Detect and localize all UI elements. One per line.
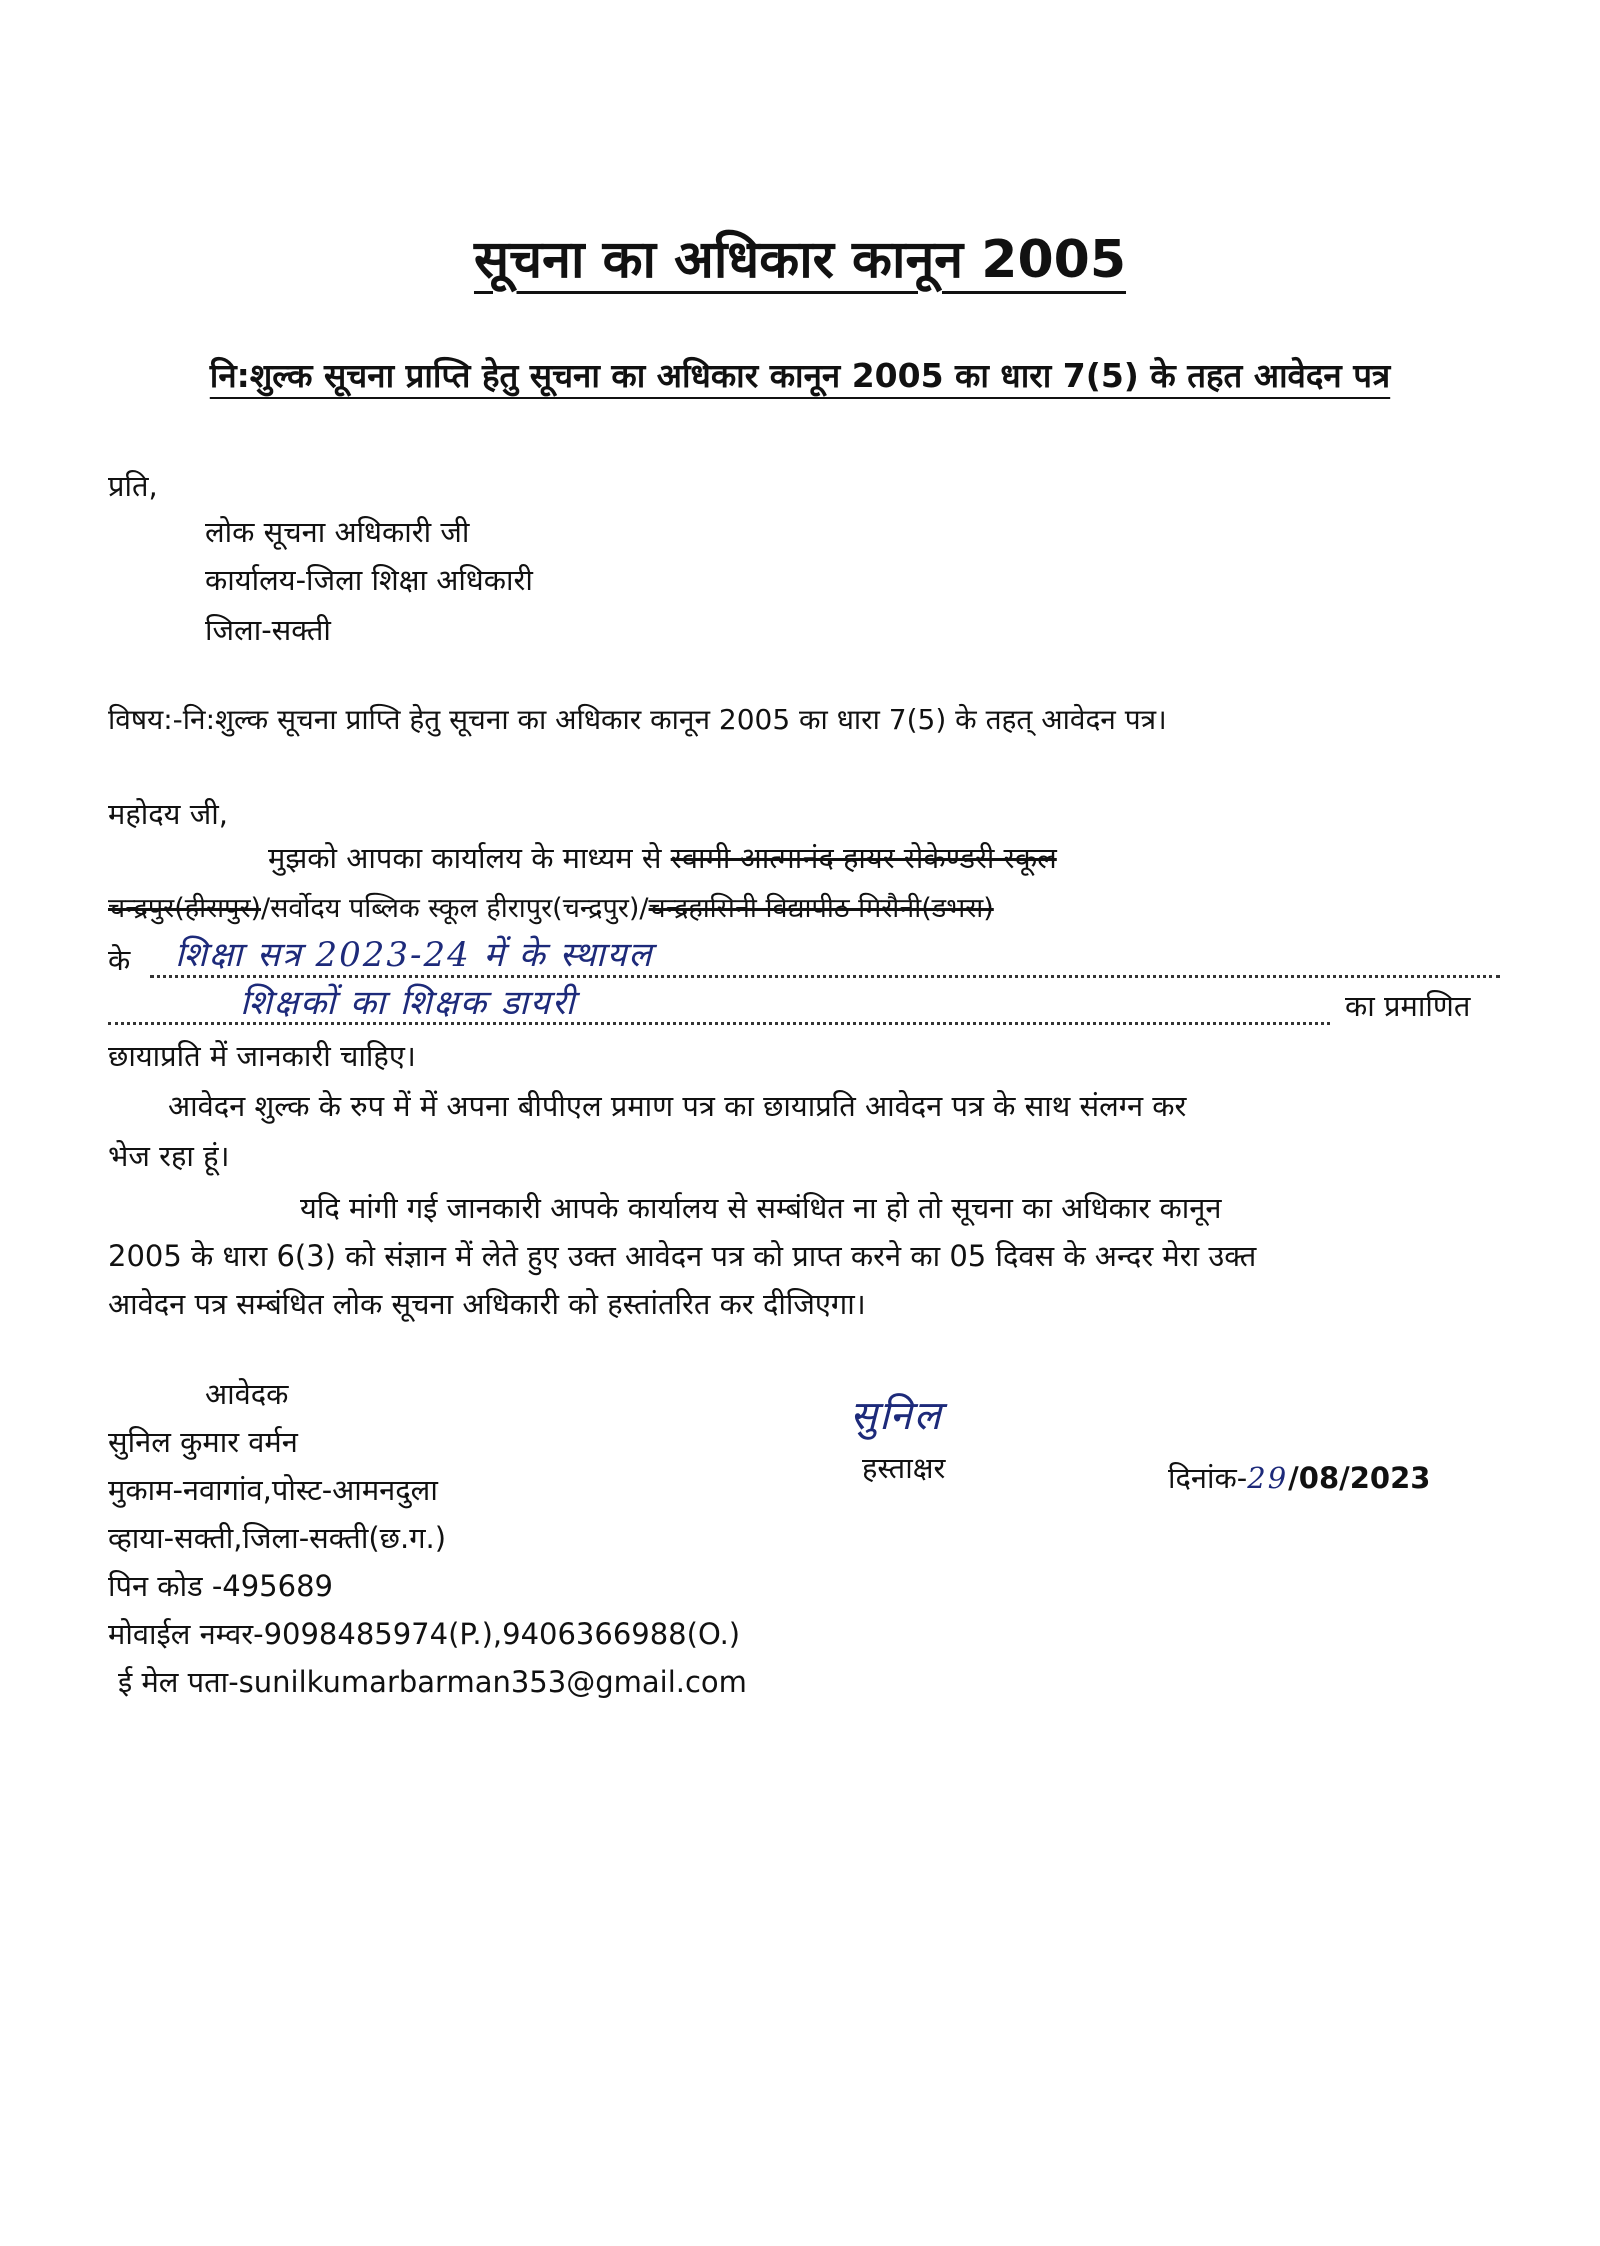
applicant-name: सुनिल कुमार वर्मन	[108, 1425, 298, 1459]
applicant-label: आवेदक	[205, 1377, 289, 1411]
struck-school-2: चन्द्रपुर(हीरापुर)	[108, 893, 262, 924]
body-text: मुझको आपका कार्यालय के माध्यम से	[268, 841, 671, 875]
body-para-2-line-2: भेज रहा हूं।	[108, 1139, 230, 1173]
applicant-address-1: मुकाम-नवागांव,पोस्ट-आमनदुला	[108, 1473, 438, 1507]
handwritten-entry-1: शिक्षा सत्र 2023-24 में के स्थायल	[175, 935, 654, 975]
date-handwritten-day: 29	[1247, 1461, 1289, 1495]
applicant-pin: पिन कोड -495689	[108, 1569, 333, 1603]
body-para-1-line-2	[108, 888, 994, 925]
handwritten-signature: सुनिल	[850, 1393, 943, 1439]
signature-label: हस्ताक्षर	[862, 1451, 946, 1485]
body-para-1-line-1	[268, 838, 1057, 877]
recipient-prati: प्रति,	[108, 469, 158, 503]
selected-school: /सर्वोदय पब्लिक स्कूल हीरापुर(चन्द्रपुर)/	[261, 893, 649, 924]
date-line	[1168, 1458, 1430, 1497]
subject-line: विषय:-नि:शुल्क सूचना प्राप्ति हेतु सूचना का अधिकार कानून 2005 का धारा 7(5) के तहत् आवेदन पत्र।	[108, 703, 1167, 736]
applicant-email: ई मेल पता-sunilkumarbarman353@gmail.com	[118, 1665, 747, 1699]
body-para-2-line-1: आवेदन शुल्क के रुप में में अपना बीपीएल प्रमाण पत्र का छायाप्रति आवेदन पत्र के साथ संलग्न कर	[168, 1089, 1187, 1123]
salutation: महोदय जी,	[108, 797, 228, 831]
body-para-3-line-1: यदि मांगी गई जानकारी आपके कार्यालय से सम्बंधित ना हो तो सूचना का अधिकार कानून	[300, 1191, 1222, 1225]
applicant-mobile: मोवाईल नम्वर-9098485974(P.),9406366988(O.)	[108, 1617, 741, 1651]
document-subtitle: नि:शुल्क सूचना प्राप्ति हेतु सूचना का अधिकार कानून 2005 का धारा 7(5) के तहत आवेदन पत्र	[209, 356, 1391, 395]
recipient-line-1: लोक सूचना अधिकारी जी	[205, 515, 470, 549]
pramanit-label: का प्रमाणित	[1345, 989, 1471, 1023]
body-para-3-line-2: 2005 के धारा 6(3) को संज्ञान में लेते हुए उक्त आवेदन पत्र को प्राप्त करने का 05 दिवस के अन्दर मेरा उक्त	[108, 1239, 1257, 1273]
struck-school-3: चन्द्रहासिनी विद्यापीठ मिरौनी(डभरा)	[648, 893, 994, 924]
document-title: सूचना का अधिकार कानून 2005	[473, 230, 1127, 290]
handwritten-entry-2: शिक्षकों का शिक्षक डायरी	[240, 983, 577, 1023]
date-prefix: दिनांक-	[1168, 1461, 1248, 1495]
ke-label: के	[108, 943, 131, 977]
applicant-address-2: व्हाया-सक्ती,जिला-सक्ती(छ.ग.)	[108, 1521, 447, 1555]
recipient-line-3: जिला-सक्ती	[205, 613, 331, 647]
struck-school-1: स्वामी आत्मानंद हायर सेकेण्डरी स्कूल	[670, 841, 1057, 875]
recipient-line-2: कार्यालय-जिला शिक्षा अधिकारी	[205, 563, 533, 597]
body-para-3-line-3: आवेदन पत्र सम्बंधित लोक सूचना अधिकारी को हस्तांतरित कर दीजिएगा।	[108, 1287, 866, 1321]
body-para-1-end: छायाप्रति में जानकारी चाहिए।	[108, 1039, 416, 1073]
date-rest: /08/2023	[1288, 1461, 1431, 1495]
